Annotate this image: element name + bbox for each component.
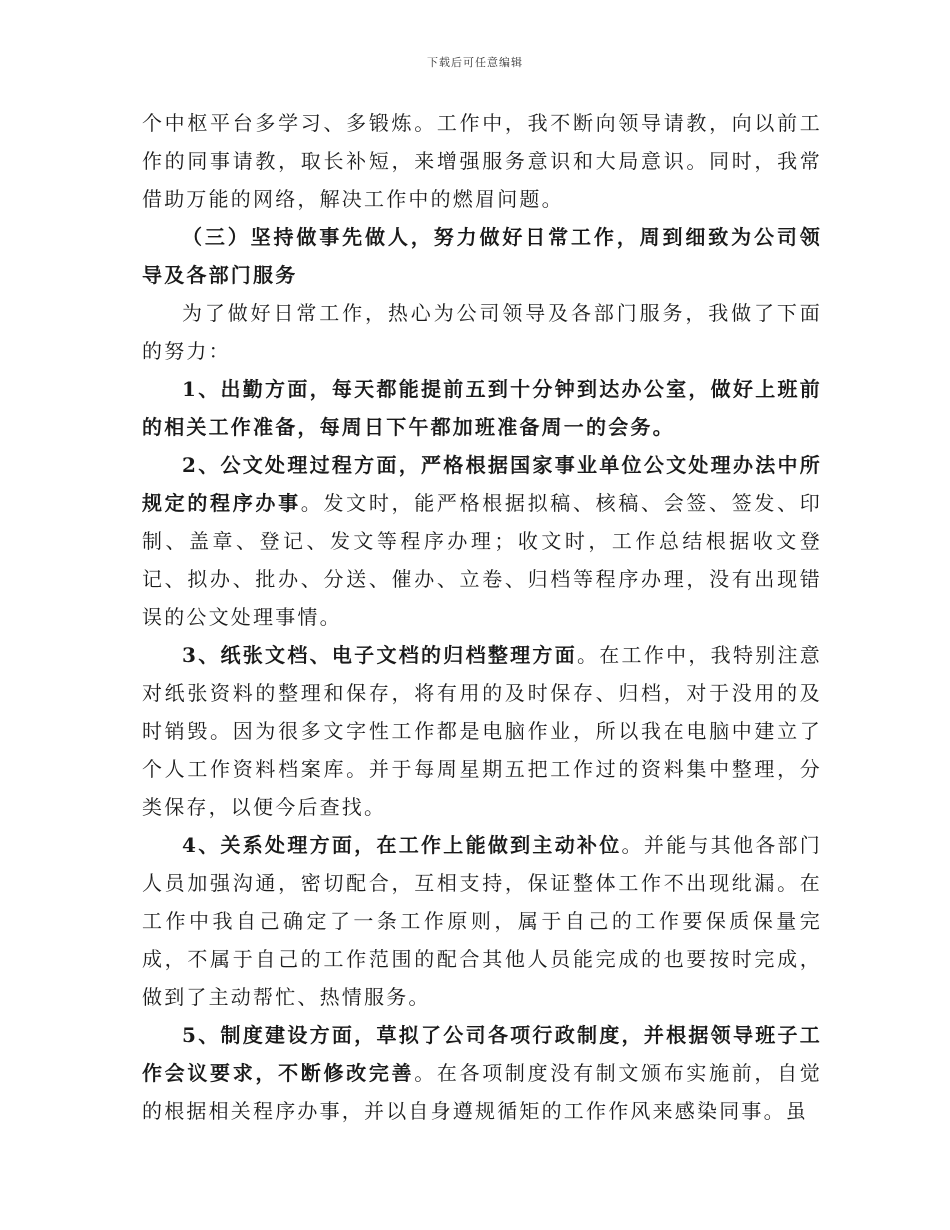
paragraph-bold-text: （三）坚持做事先做人，努力做好日常工作，周到细致为公司领导及各部门服务: [142, 225, 822, 287]
paragraph-bold-text: 1、出勤方面，每天都能提前五到十分钟到达办公室，做好上班前的相关工作准备，每周日下午都加班准备周一的会务。: [142, 377, 822, 439]
paragraph-continuation: [142, 104, 822, 218]
paragraph-text: 为了做好日常工作，热心为公司领导及各部门服务，我做了下面的努力：: [142, 301, 822, 363]
paragraph-bold-text: 2、公文处理过程方面，严格根据国家事业单位公文处理办法中所规定的程序办事: [142, 453, 822, 515]
paragraph-bold-text: 3、纸张文档、电子文档的归档整理方面: [182, 643, 577, 667]
paragraph-text: 个中枢平台多学习、多锻炼。工作中，我不断向领导请教，向以前工作的同事请教，取长补短，来增强服务意识和大局意识。同时，我常借助万能的网络，解决工作中的燃眉问题。: [142, 111, 822, 211]
paragraph-item-3: [142, 636, 822, 826]
paragraph-text: 。并能与其他各部门人员加强沟通，密切配合，互相支持，保证整体工作不出现纰漏。在工作中我自己确定了一条工作原则，属于自己的工作要保质保量完成，不属于自己的工作范围的配合其他人员能完成的也要按时完成，做到了主动帮忙、热情服务。: [142, 833, 822, 1009]
section-heading: [142, 218, 822, 294]
paragraph-intro: [142, 294, 822, 370]
paragraph-text: 。发文时，能严格根据拟稿、核稿、会签、签发、印制、盖章、登记、发文等程序办理；收文时，工作总结根据收文登记、拟办、批办、分送、催办、立卷、归档等程序办理，没有出现错误的公文处理事情。: [142, 491, 822, 629]
document-body: [142, 104, 822, 1130]
paragraph-item-4: [142, 826, 822, 1016]
paragraph-item-1: [142, 370, 822, 446]
paragraph-item-5: [142, 1016, 822, 1130]
paragraph-text: 。在工作中，我特别注意对纸张资料的整理和保存，将有用的及时保存、归档，对于没用的及时销毁。因为很多文字性工作都是电脑作业，所以我在电脑中建立了个人工作资料档案库。并于每周星期五把工作过的资料集中整理，分类保存，以便今后查找。: [142, 643, 822, 819]
paragraph-item-2: [142, 446, 822, 636]
paragraph-bold-text: 4、关系处理方面，在工作上能做到主动补位: [182, 833, 622, 857]
page-header: 下载后可任意编辑: [427, 56, 523, 69]
paragraph-bold-text: 5、制度建设方面，草拟了公司各项行政制度，并根据领导班子工作会议要求，不断修改完善: [142, 1023, 822, 1085]
paragraph-text: 。在各项制度没有制文颁布实施前，自觉的根据相关程序办事，并以自身遵规循矩的工作作风来感染同事。虽: [142, 1061, 822, 1123]
